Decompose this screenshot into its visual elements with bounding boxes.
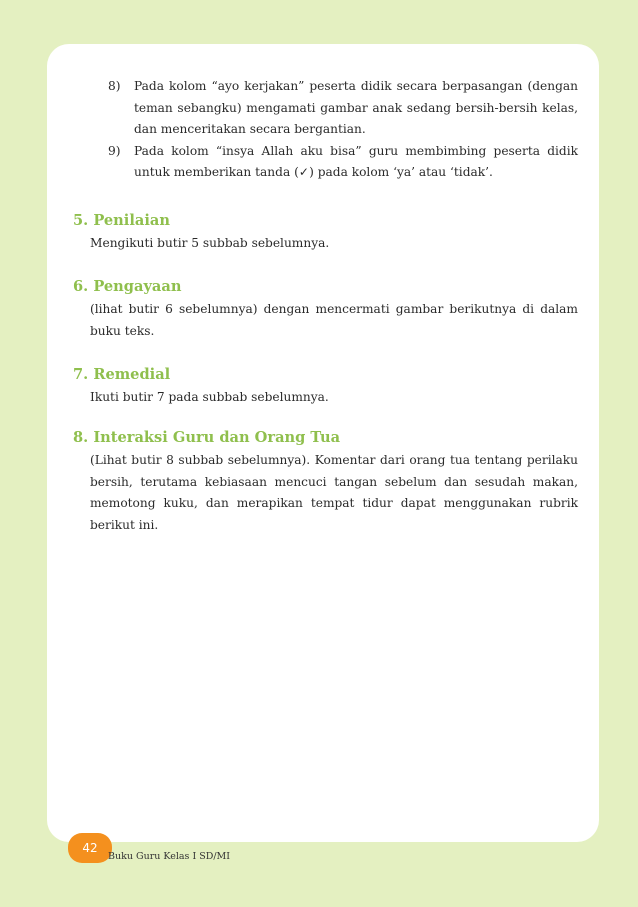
section-interaksi-guru-orang-tua	[73, 428, 578, 536]
list-item	[108, 76, 578, 141]
footer-book-title: Buku Guru Kelas I SD/MI	[108, 851, 231, 862]
section-penilaian	[73, 211, 578, 255]
section-heading: 6. Pengayaan	[73, 278, 182, 295]
section-heading: 8. Interaksi Guru dan Orang Tua	[73, 429, 341, 446]
section-body: (Lihat butir 8 subbab sebelumnya). Komentar dari orang tua tentang perilaku bersih, terutama kebiasaan mencuci tangan sebelum dan sesudah makan, memotong kuku, dan merapikan tempat tidur dapat menggunakan rubrik berikut ini.	[90, 453, 578, 532]
step-text: Pada kolom “ayo kerjakan” peserta didik secara berpasangan (dengan teman sebangku) mengamati gambar anak sedang bersih-bersih kelas, dan menceritakan secara bergantian.	[134, 79, 578, 136]
section-body: (lihat butir 6 sebelumnya) dengan mencermati gambar berikutnya di dalam buku teks.	[90, 302, 578, 338]
section-heading: 5. Penilaian	[73, 212, 170, 229]
section-remedial	[73, 365, 578, 409]
page-number-badge: 42	[68, 833, 112, 863]
section-pengayaan	[73, 277, 578, 342]
step-text: Pada kolom “insya Allah aku bisa” guru membimbing peserta didik untuk memberikan tanda (✓) pada kolom ‘ya’ atau ‘tidak’.	[134, 143, 578, 179]
step-number: 8)	[108, 79, 121, 93]
step-number: 9)	[108, 143, 121, 158]
section-heading: 7. Remedial	[73, 366, 171, 383]
section-body: Ikuti butir 7 pada subbab sebelumnya.	[90, 390, 329, 404]
list-item	[108, 141, 578, 184]
section-body: Mengikuti butir 5 subbab sebelumnya.	[90, 236, 330, 250]
step-list	[108, 76, 578, 184]
